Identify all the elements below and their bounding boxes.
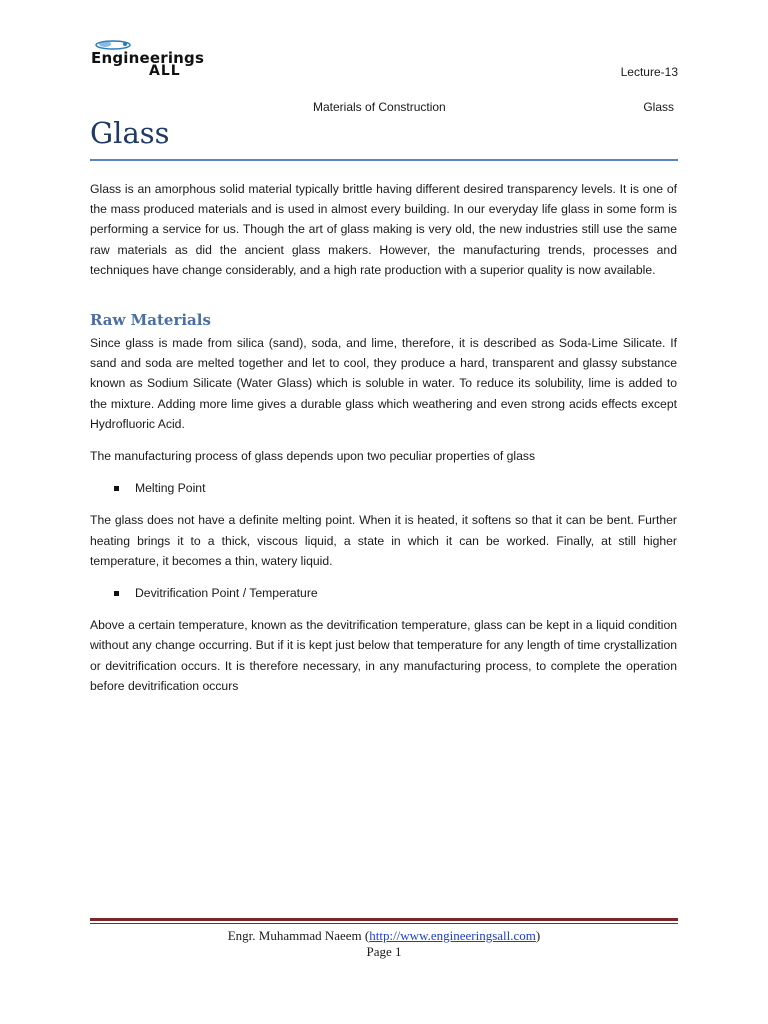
title-divider [90, 159, 678, 161]
bullet-item-devitrification [90, 583, 677, 603]
footer-divider-thick [90, 918, 678, 921]
section-heading-raw-materials: Raw Materials [90, 311, 211, 330]
bullet-square-icon [114, 486, 119, 491]
bullet-label: Melting Point [135, 481, 206, 496]
footer-divider-thin [90, 923, 678, 924]
footer-author [90, 928, 678, 944]
footer-website-link[interactable]: http://www.engineeringsall.com [369, 928, 536, 943]
course-name: Materials of Construction [313, 100, 446, 114]
logo-text-engineerings: Engineerings [91, 49, 205, 67]
melting-paragraph: The glass does not have a definite melting point. When it is heated, it softens so that it can be bent. Further heating brings it to a thick, viscous liquid, a state in which it can be worked. Finally, at still higher temperature, it becomes a thin, watery liquid. [90, 513, 677, 568]
process-paragraph: The manufacturing process of glass depends upon two peculiar properties of glass [90, 449, 536, 464]
site-logo [91, 38, 221, 82]
logo-text-all: ALL [149, 63, 181, 79]
devitrification-paragraph: Above a certain temperature, known as the devitrification temperature, glass can be kept in a liquid condition without any change occurring. But if it is kept just below that temperature for any length of time crystallization or devitrification occurs. It is therefore necessary, in any manufacturing process, to complete the operation before devitrification occurs [90, 618, 677, 693]
bullet-item-melting-point [90, 478, 677, 498]
bullet-square-icon [114, 591, 119, 596]
lecture-number: Lecture-13 [620, 65, 678, 79]
page-number: Page 1 [366, 944, 402, 959]
topic-name: Glass [643, 100, 674, 114]
bullet-label: Devitrification Point / Temperature [135, 586, 318, 601]
intro-paragraph: Glass is an amorphous solid material typically brittle having different desired transparency levels. It is one of the mass produced materials and is used in almost every building. In our everyday life glass in some form is performing a service for us. Though the art of glass making is very old, the new industries still use the same raw materials as did the ancient glass makers. However, the manufacturing trends, processes and techniques have change considerably, and a high rate production with a superior quality is now available. [90, 182, 677, 277]
document-body [90, 179, 677, 708]
raw-materials-paragraph: Since glass is made from silica (sand), soda, and lime, therefore, it is described as Soda-Lime Silicate. If sand and soda are melted together and let to cool, they produce a hard, transparent and glassy substance known as Sodium Silicate (Water Glass) which is soluble in water. To reduce its solubility, lime is added to the mixture. Adding more lime gives a durable glass which weathering and even strong acids effects except Hydrofluoric Acid. [90, 336, 677, 431]
page-title: Glass [90, 116, 170, 150]
footer-author-text: Engr. Muhammad Naeem ( [227, 928, 370, 943]
footer-author-close: ) [535, 928, 541, 943]
